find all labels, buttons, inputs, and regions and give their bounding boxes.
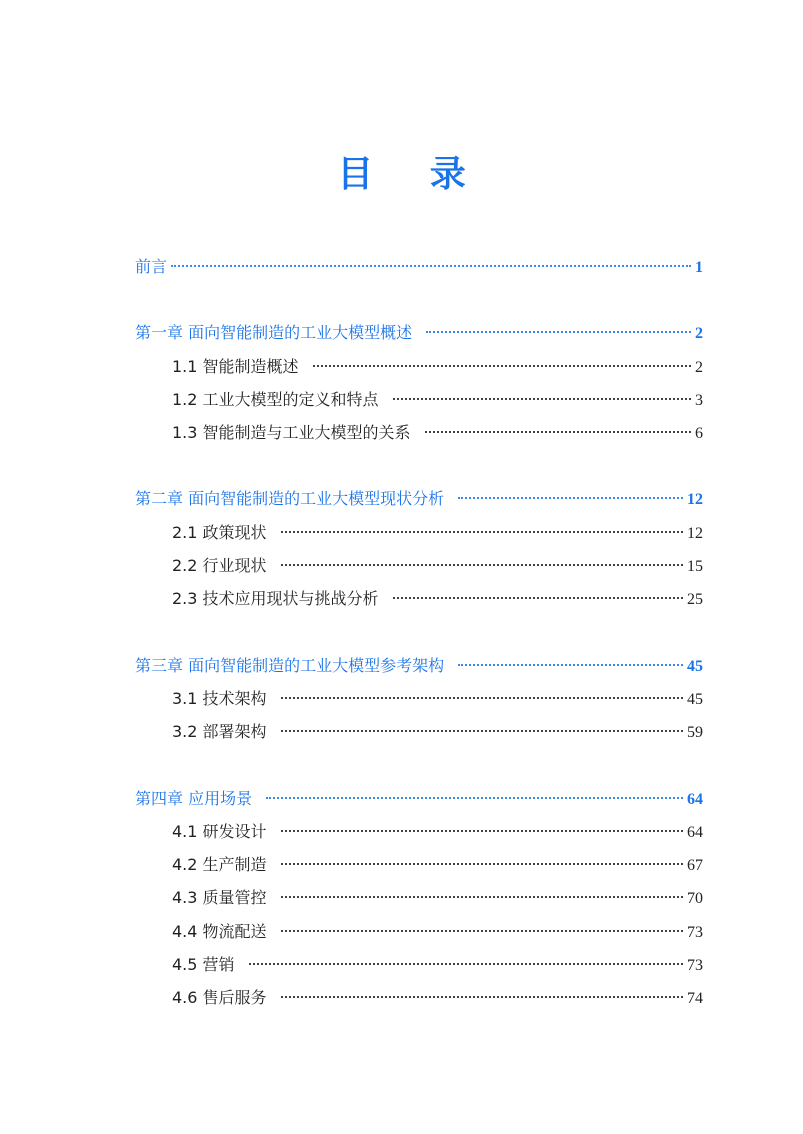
- toc-entry-section-2-1[interactable]: [135, 516, 703, 549]
- toc-entry-label: 4.3 质量管控: [172, 888, 267, 908]
- dot-leader: [313, 364, 691, 367]
- toc-entry-page: 6: [695, 425, 703, 443]
- toc-entry-chapter-4[interactable]: [135, 782, 703, 815]
- toc-entry-label: 2.2 行业现状: [172, 556, 267, 576]
- dot-leader: [458, 496, 683, 499]
- toc-entry-label: 4.5 营销: [172, 955, 235, 975]
- dot-leader: [458, 663, 683, 666]
- dot-leader: [425, 430, 691, 433]
- toc-entry-section-4-1[interactable]: [135, 815, 703, 848]
- dot-leader: [281, 862, 683, 865]
- toc-entry-page: 64: [687, 823, 703, 841]
- toc-entry-label: 第三章 面向智能制造的工业大模型参考架构: [135, 655, 445, 675]
- toc-entry-section-1-1[interactable]: [135, 350, 703, 383]
- toc-entry-page: 70: [687, 890, 703, 908]
- dot-leader: [281, 995, 683, 998]
- page-title: 目 录: [337, 154, 488, 195]
- toc-entry-page: 59: [687, 724, 703, 742]
- toc-entry-page: 15: [687, 558, 703, 576]
- toc-entry-section-4-5[interactable]: [135, 948, 703, 981]
- dot-leader: [393, 596, 683, 599]
- toc-entry-chapter-1[interactable]: [135, 316, 703, 349]
- toc-entry-page: 12: [687, 524, 703, 542]
- toc-entry-page: 45: [687, 657, 703, 675]
- dot-leader: [281, 696, 683, 699]
- dot-leader: [393, 397, 691, 400]
- dot-leader: [426, 330, 691, 333]
- toc-entry-label: 4.2 生产制造: [172, 855, 267, 875]
- toc-entry-label: 第二章 面向智能制造的工业大模型现状分析: [135, 489, 445, 509]
- dot-leader: [281, 895, 683, 898]
- toc-entry-label: 3.1 技术架构: [172, 688, 267, 708]
- dot-leader: [249, 962, 683, 965]
- dot-leader: [171, 264, 691, 267]
- toc-entry-preface[interactable]: [135, 250, 703, 283]
- toc-entry-label: 3.2 部署架构: [172, 722, 267, 742]
- dot-leader: [281, 929, 683, 932]
- toc-entry-section-1-3[interactable]: [135, 416, 703, 449]
- toc-entry-label: 1.2 工业大模型的定义和特点: [172, 389, 379, 409]
- toc-entry-page: 25: [687, 591, 703, 609]
- toc-entry-label: 4.6 售后服务: [172, 988, 267, 1008]
- toc-entry-page: 45: [687, 690, 703, 708]
- toc-entry-page: 2: [695, 325, 703, 343]
- toc-entry-label: 1.3 智能制造与工业大模型的关系: [172, 423, 411, 443]
- dot-leader: [266, 796, 683, 799]
- toc-entry-page: 74: [687, 990, 703, 1008]
- toc-entry-page: 73: [687, 957, 703, 975]
- toc-entry-label: 1.1 智能制造概述: [172, 356, 299, 376]
- toc-entry-chapter-3[interactable]: [135, 649, 703, 682]
- toc-entry-page: 12: [687, 491, 703, 509]
- dot-leader: [281, 829, 683, 832]
- toc-entry-section-4-4[interactable]: [135, 915, 703, 948]
- toc-entry-section-2-3[interactable]: [135, 582, 703, 615]
- toc-entry-section-2-2[interactable]: [135, 549, 703, 582]
- dot-leader: [281, 530, 683, 533]
- toc-entry-page: 3: [695, 391, 703, 409]
- toc-entry-page: 64: [687, 790, 703, 808]
- toc-entry-page: 67: [687, 857, 703, 875]
- toc-entry-section-1-2[interactable]: [135, 383, 703, 416]
- toc-entry-section-4-3[interactable]: [135, 881, 703, 914]
- toc-entry-page: 2: [695, 358, 703, 376]
- toc-entry-label: 2.3 技术应用现状与挑战分析: [172, 589, 379, 609]
- dot-leader: [281, 563, 683, 566]
- toc-entry-chapter-2[interactable]: [135, 482, 703, 515]
- toc-entry-page: 73: [687, 923, 703, 941]
- toc-entry-page: 1: [695, 259, 703, 276]
- toc-entry-label: 第一章 面向智能制造的工业大模型概述: [135, 323, 413, 343]
- toc-entry-section-4-2[interactable]: [135, 848, 703, 881]
- toc-entry-section-4-6[interactable]: [135, 981, 703, 1014]
- toc-entry-label: 4.4 物流配送: [172, 921, 267, 941]
- toc-entry-label: 2.1 政策现状: [172, 522, 267, 542]
- toc-entry-label: 前言: [135, 257, 168, 276]
- table-of-contents: [135, 250, 703, 1015]
- toc-entry-section-3-1[interactable]: [135, 682, 703, 715]
- toc-entry-label: 4.1 研发设计: [172, 821, 267, 841]
- toc-entry-section-3-2[interactable]: [135, 715, 703, 748]
- toc-entry-label: 第四章 应用场景: [135, 788, 253, 808]
- dot-leader: [281, 729, 683, 732]
